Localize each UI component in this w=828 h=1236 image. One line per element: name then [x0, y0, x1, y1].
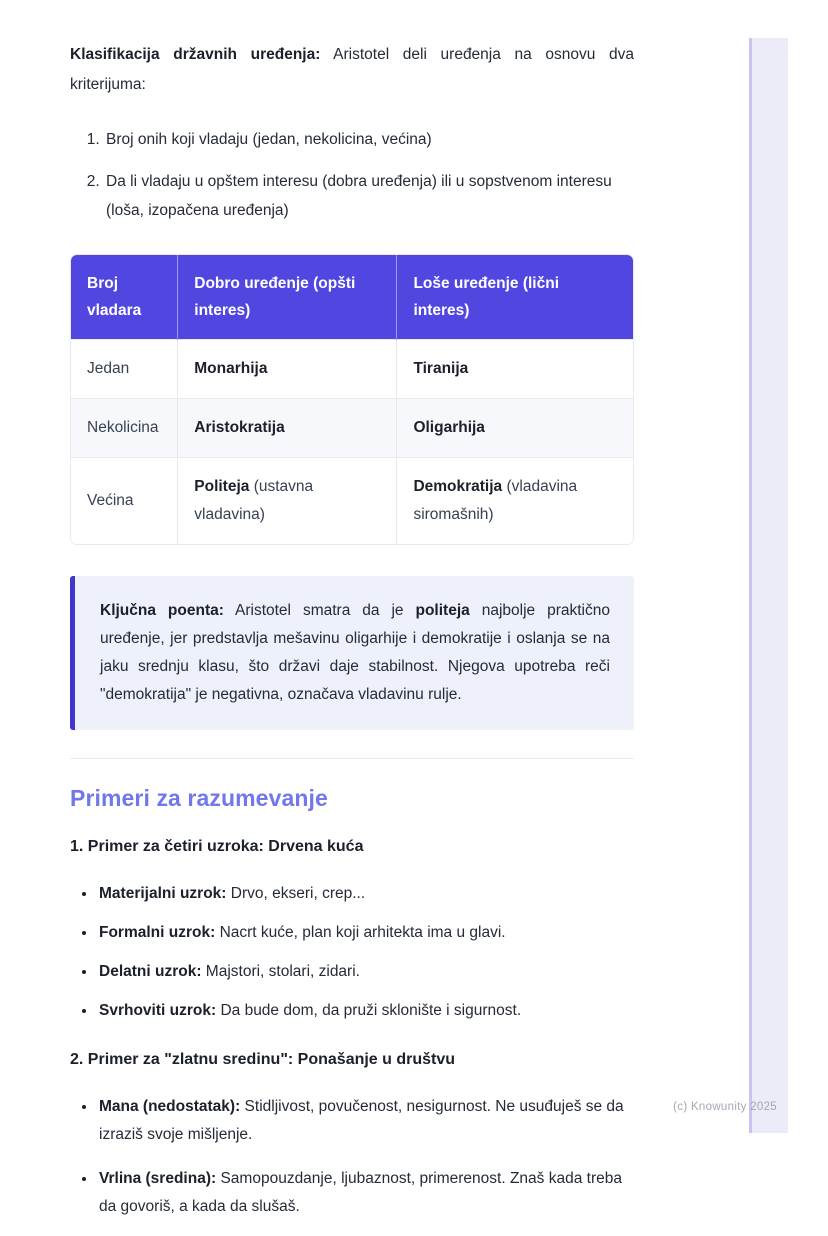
- cell-term: Aristokratija: [194, 419, 285, 436]
- table-row: [71, 340, 633, 399]
- cell-good: [178, 458, 397, 545]
- callout-label: Ključna poenta:: [100, 602, 224, 619]
- item-text: Majstori, stolari, zidari.: [201, 963, 360, 980]
- intro-paragraph: [70, 40, 634, 100]
- table-row: [71, 399, 633, 458]
- item-text: Samopouzdanje, ljubaznost, primerenost. Znaš kada treba da govoriš, a kada da slušaš.: [99, 1170, 622, 1215]
- section-divider: [70, 758, 634, 759]
- list-item: 2. Da li vladaju u opštem interesu (dobra uređenja) ili u sopstvenom interesu (loša, izopačena uređenja): [104, 167, 634, 225]
- cell-bad: [397, 458, 633, 545]
- document-page: [70, 0, 634, 1236]
- list-item: [97, 996, 634, 1025]
- cell-rulers: Jedan: [71, 340, 178, 399]
- cell-bad: [397, 340, 633, 399]
- section-heading-examples: Primeri za razumevanje: [70, 785, 328, 811]
- cell-good: [178, 399, 397, 458]
- cell-term: Tiranija: [413, 360, 469, 377]
- list-item: [97, 1164, 634, 1221]
- column-header-bad: Loše uređenje (lični interes): [397, 255, 633, 340]
- item-text: Stidljivost, povučenost, nesigurnost. Ne usuđuješ se da izraziš svoje mišljenje.: [99, 1098, 624, 1143]
- golden-mean-list: [70, 1092, 634, 1221]
- list-item: [97, 957, 634, 986]
- cell-note: (ustavna vladavina): [194, 478, 314, 523]
- list-item: [97, 918, 634, 947]
- cell-term: Monarhija: [194, 360, 268, 377]
- item-text: Da bude dom, da pruži sklonište i sigurnost.: [216, 1002, 522, 1019]
- item-label: Mana (nedostatak):: [99, 1098, 241, 1115]
- callout-text: Aristotel smatra da je: [223, 602, 416, 619]
- item-text: Drvo, ekseri, crep...: [226, 885, 366, 902]
- intro-lead-rest: Aristotel deli uređenja na osnovu dva kriterijuma:: [70, 46, 634, 93]
- item-label: Materijalni uzrok:: [99, 885, 227, 902]
- item-text: Nacrt kuće, plan koji arhitekta ima u glavi.: [215, 924, 506, 941]
- item-label: Delatni uzrok:: [99, 963, 202, 980]
- government-forms-table: [70, 254, 634, 545]
- key-point-callout: [70, 576, 634, 730]
- cell-good: [178, 340, 397, 399]
- cell-rulers: Nekolicina: [71, 399, 178, 458]
- item-label: Formalni uzrok:: [99, 924, 216, 941]
- list-item: 1. Broj onih koji vladaju (jedan, nekolicina, većina): [104, 125, 634, 154]
- callout-text: najbolje praktično uređenje, jer predstavlja mešavinu oligarhije i demokratije i oslanja se na jaku srednju klasu, što državi daje stabilnost. Njegova upotreba reči "demokratija" je negativna, označava vladavinu rulje.: [100, 602, 610, 703]
- column-header-good: Dobro uređenje (opšti interes): [178, 255, 397, 340]
- list-item: [97, 1092, 634, 1149]
- subheading-golden-mean: 2. Primer za "zlatnu sredinu": Ponašanje u društvu: [70, 1051, 456, 1068]
- item-label: Svrhoviti uzrok:: [99, 1002, 217, 1019]
- cell-term: Demokratija: [413, 478, 503, 495]
- column-header-rulers: Broj vladara: [71, 255, 178, 340]
- cell-term: Politeja: [194, 478, 250, 495]
- copyright-watermark: (c) Knowunity 2025: [673, 1101, 777, 1113]
- callout-bold-term: politeja: [415, 602, 470, 619]
- cell-term: Oligarhija: [413, 419, 485, 436]
- intro-lead-bold: Klasifikacija državnih uređenja:: [70, 46, 321, 63]
- cell-rulers: Većina: [71, 458, 178, 545]
- four-causes-list: [70, 879, 634, 1025]
- cell-note: (vladavina siromašnih): [413, 478, 578, 523]
- criteria-list: [70, 125, 634, 225]
- page-edge-decoration: [749, 38, 788, 1133]
- item-label: Vrlina (sredina):: [99, 1170, 217, 1187]
- list-item: [97, 879, 634, 908]
- table-header-row: [71, 255, 633, 340]
- cell-bad: [397, 399, 633, 458]
- subheading-four-causes: 1. Primer za četiri uzroka: Drvena kuća: [70, 838, 364, 855]
- table-row: [71, 458, 633, 545]
